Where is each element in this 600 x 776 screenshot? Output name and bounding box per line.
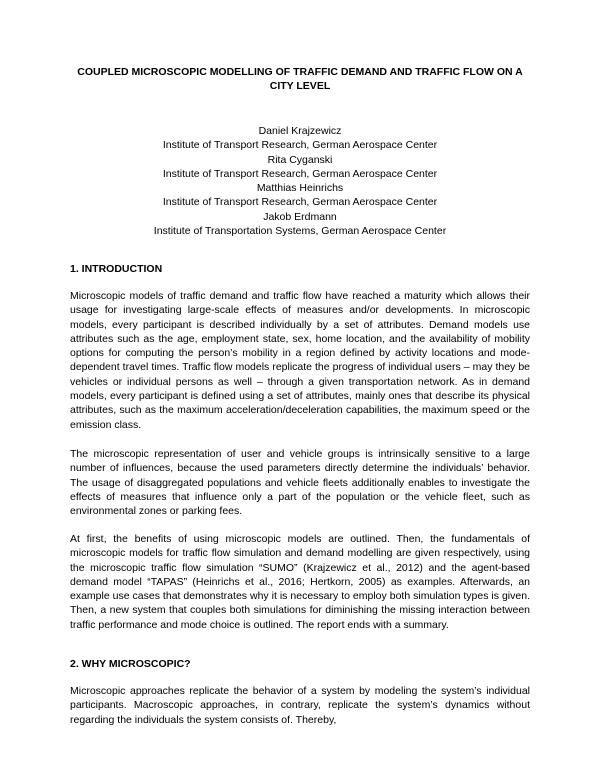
paragraph: At first, the benefits of using microscopic models are outlined. Then, the fundamentals of microscopic models for traffic flow simulation and demand modelling are given respectively, using the microscopic traffic flow simulation “SUMO” (Krajzewicz et al., 2012) and the agent-based demand model “TAPAS” (Heinrichs et al., 2016; Hertkorn, 2005) as examples. Afterwards, an example use cases that demonstrates why it is necessary to employ both simulation types is given. Then, a new system that couples both simulations for diminishing the missing interaction between traffic performance and mode choice is outlined. The report ends with a summary. <box>70 533 530 631</box>
paragraph: Microscopic models of traffic demand and traffic flow have reached a maturity which allows their usage for investigating large-scale effects of measures and/or developments. In microscopic models, every participant is described individually by a set of attributes. Demand models use attributes such as the age, employment state, sex, home location, and the availability of mobility options for computing the person’s mobility in a region defined by activity locations and mode-dependent travel times. Traffic flow models replicate the progress of individual users – may they be vehicles or individual persons as well – through a given transportation network. As in demand models, every participant is defined using a set of attributes, mainly ones that describe its physical attributes, such as the maximum acceleration/deceleration capabilities, the maximum speed or the emission class. <box>70 290 530 431</box>
author-name: Jakob Erdmann <box>263 210 337 223</box>
author-affiliation: Institute of Transport Research, German Aerospace Center <box>162 167 438 180</box>
paper-title: COUPLED MICROSCOPIC MODELLING OF TRAFFIC DEMAND AND TRAFFIC FLOW ON A CITY LEVEL <box>77 66 523 92</box>
section-heading-introduction: 1. INTRODUCTION <box>70 263 163 275</box>
author-name: Rita Cyganski <box>267 153 333 166</box>
author-affiliation: Institute of Transport Research, German Aerospace Center <box>162 196 438 209</box>
author-block <box>70 124 530 238</box>
paragraph: Microscopic approaches replicate the behavior of a system by modeling the system’s individual participants. Macroscopic approaches, in contrary, replicate the system’s dynamics without regarding the individuals the system consists of. Thereby, <box>70 685 530 726</box>
paragraph: The microscopic representation of user and vehicle groups is intrinsically sensitive to a large number of influences, because the used parameters directly determine the individuals’ behavior. The usage of disaggregated populations and vehicle fleets additionally enables to investigate the effects of measures that influence only a part of the population or the vehicle fleet, such as environmental zones or parking fees. <box>70 448 530 518</box>
author-affiliation: Institute of Transportation Systems, German Aerospace Center <box>153 225 447 238</box>
section-heading-why-microscopic: 2. WHY MICROSCOPIC? <box>70 658 191 670</box>
author-name: Matthias Heinrichs <box>256 182 344 195</box>
author-name: Daniel Krajzewicz <box>258 125 342 137</box>
author-affiliation: Institute of Transport Research, German Aerospace Center <box>162 139 438 152</box>
